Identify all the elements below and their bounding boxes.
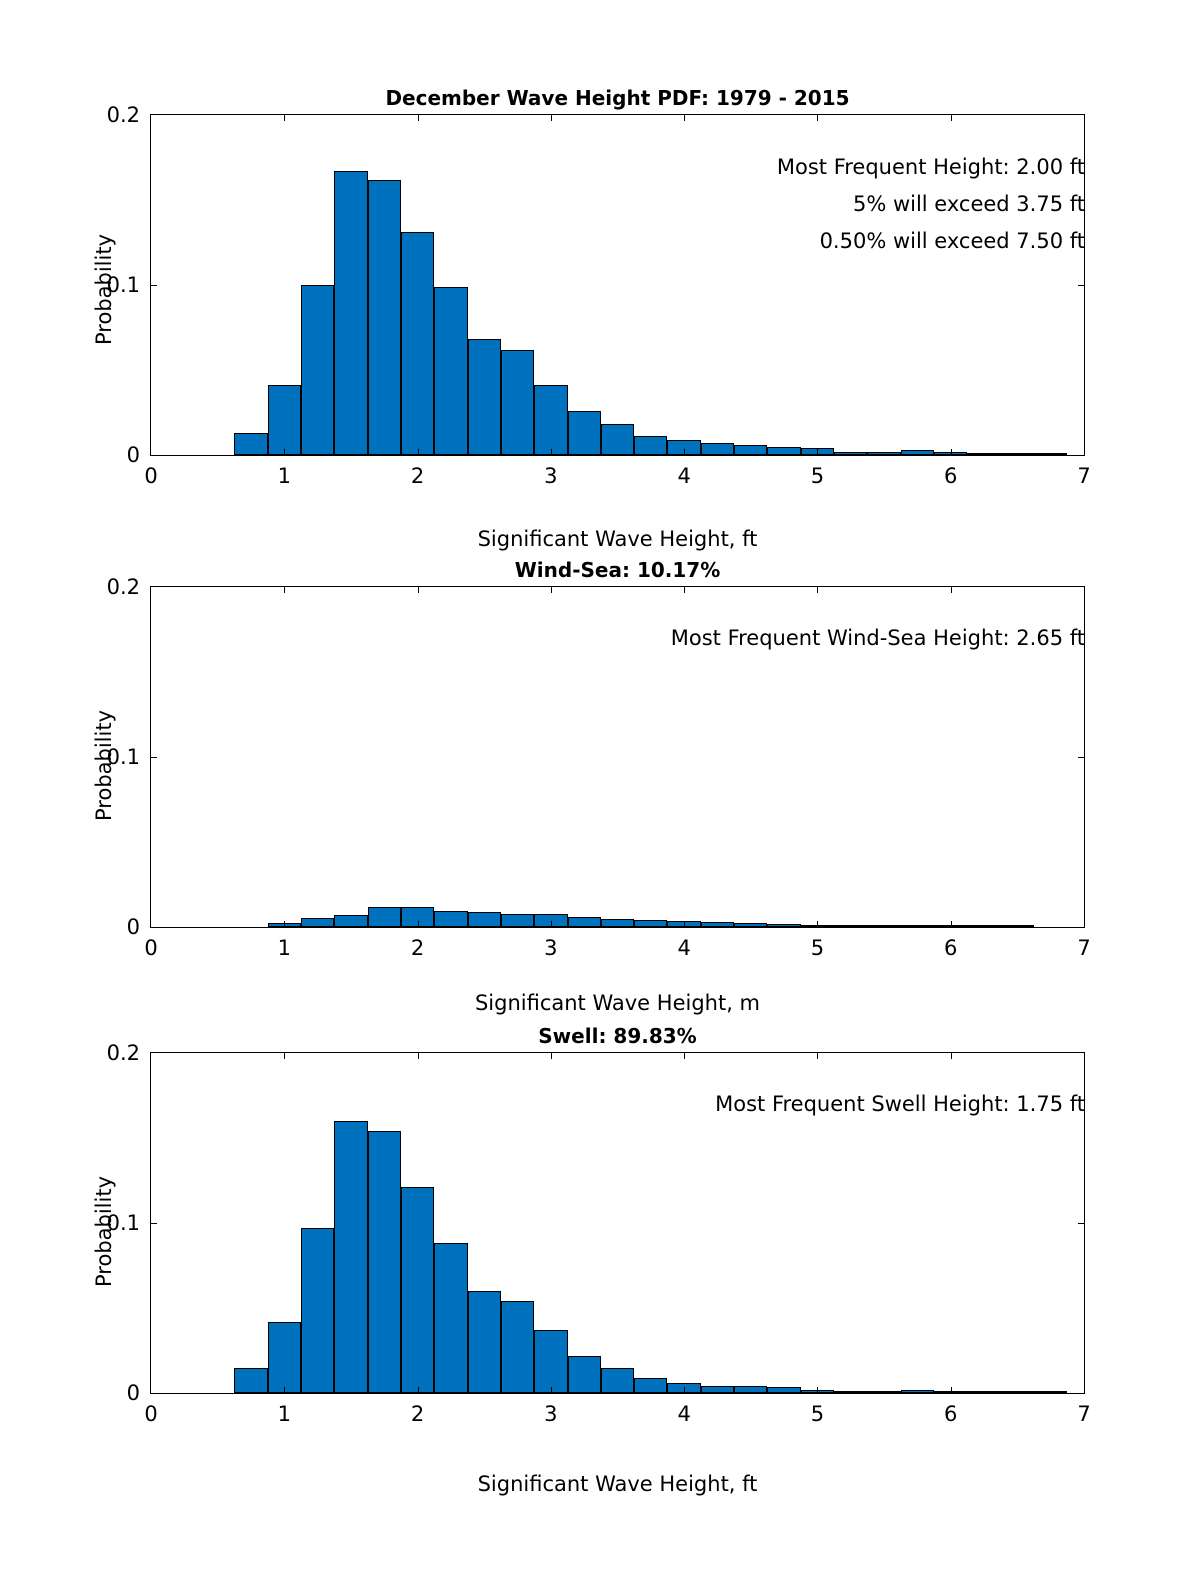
bar — [501, 1301, 534, 1393]
bar — [301, 918, 334, 927]
bar — [634, 1378, 667, 1393]
bar — [468, 339, 501, 455]
x-tick-mark — [284, 1052, 285, 1059]
x-tick-label: 1 — [277, 1402, 291, 1426]
annotation-total-0: Most Frequent Height: 2.00 ft — [776, 155, 1085, 179]
annotation-windsea-0: Most Frequent Wind-Sea Height: 2.65 ft — [670, 626, 1085, 650]
y-tick-mark — [150, 757, 157, 758]
x-tick-mark — [684, 449, 685, 456]
x-tick-label: 6 — [944, 936, 958, 960]
bar — [301, 285, 334, 455]
bar — [568, 917, 601, 927]
bar — [834, 452, 867, 455]
x-tick-label: 5 — [810, 1402, 825, 1426]
x-tick-mark — [418, 586, 419, 593]
x-axis-label-total: Significant Wave Height, ft — [477, 527, 758, 551]
x-tick-mark — [684, 114, 685, 121]
bar — [701, 1386, 734, 1393]
bar — [368, 1131, 401, 1393]
x-tick-label: 7 — [1077, 936, 1091, 960]
bar — [268, 1322, 301, 1393]
x-tick-label: 3 — [544, 936, 558, 960]
y-tick-label: 0.1 — [106, 273, 140, 297]
y-tick-mark — [1078, 285, 1085, 286]
x-tick-mark — [284, 114, 285, 121]
x-tick-label: 1 — [277, 936, 291, 960]
x-tick-label: 1 — [277, 464, 291, 488]
bar — [767, 447, 800, 456]
bar — [1034, 453, 1067, 455]
x-tick-label: 5 — [810, 464, 825, 488]
x-tick-mark — [284, 1387, 285, 1394]
x-tick-mark — [551, 921, 552, 928]
bar — [434, 1243, 467, 1393]
bar — [601, 424, 634, 455]
x-tick-label: 2 — [410, 464, 425, 488]
bar — [867, 925, 900, 927]
x-tick-mark — [951, 1052, 952, 1059]
x-tick-mark — [284, 449, 285, 456]
y-tick-label: 0 — [126, 915, 140, 939]
x-axis-label-swell: Significant Wave Height, ft — [477, 1472, 758, 1496]
x-tick-mark — [418, 1387, 419, 1394]
bar — [534, 385, 567, 455]
y-axis-label-swell: Probability — [92, 1175, 116, 1287]
bar — [334, 915, 367, 927]
bar — [867, 1391, 900, 1393]
bar — [1001, 453, 1034, 455]
y-tick-label: 0.2 — [106, 1041, 140, 1065]
bar — [234, 1368, 267, 1394]
bar — [434, 911, 467, 927]
bar — [634, 436, 667, 455]
x-tick-mark — [817, 114, 818, 121]
y-tick-label: 0.2 — [106, 575, 140, 599]
bar — [1001, 925, 1034, 927]
x-tick-label: 7 — [1077, 1402, 1091, 1426]
bar — [701, 922, 734, 927]
x-tick-mark — [817, 449, 818, 456]
x-tick-mark — [551, 1052, 552, 1059]
bar — [967, 925, 1000, 927]
bar — [434, 287, 467, 455]
bar — [1001, 1391, 1034, 1393]
y-tick-label: 0.1 — [106, 1211, 140, 1235]
annotation-swell-0: Most Frequent Swell Height: 1.75 ft — [715, 1092, 1085, 1116]
bar — [368, 180, 401, 455]
bar — [601, 1368, 634, 1394]
x-tick-label: 0 — [144, 936, 158, 960]
x-tick-mark — [951, 586, 952, 593]
bar — [834, 1391, 867, 1393]
x-tick-label: 6 — [944, 1402, 958, 1426]
bar — [767, 924, 800, 927]
bar — [834, 925, 867, 927]
chart-title-swell: Swell: 89.83% — [538, 1024, 697, 1048]
bar — [401, 1187, 434, 1393]
bar — [967, 453, 1000, 455]
x-tick-mark — [817, 1387, 818, 1394]
bar — [468, 912, 501, 927]
x-tick-mark — [817, 1052, 818, 1059]
bar — [734, 445, 767, 455]
x-tick-label: 2 — [410, 1402, 425, 1426]
x-tick-mark — [951, 449, 952, 456]
x-tick-mark — [684, 1052, 685, 1059]
bar — [534, 1330, 567, 1393]
x-tick-mark — [551, 1387, 552, 1394]
panel-swell — [0, 1022, 1200, 1522]
x-tick-mark — [418, 1052, 419, 1059]
bar — [334, 1121, 367, 1393]
x-tick-mark — [951, 114, 952, 121]
bar — [734, 923, 767, 927]
bar — [468, 1291, 501, 1393]
bar — [568, 411, 601, 455]
chart-title-total: December Wave Height PDF: 1979 - 2015 — [385, 86, 850, 110]
bar — [734, 1386, 767, 1393]
y-tick-mark — [150, 1223, 157, 1224]
x-tick-label: 0 — [144, 464, 158, 488]
x-tick-mark — [551, 449, 552, 456]
bar — [368, 907, 401, 927]
x-tick-label: 4 — [677, 936, 691, 960]
x-axis-label-windsea: Significant Wave Height, m — [474, 991, 761, 1015]
x-tick-mark — [284, 921, 285, 928]
y-axis-label-total: Probability — [92, 233, 116, 345]
x-tick-mark — [418, 114, 419, 121]
panel-windsea — [0, 556, 1200, 1016]
x-tick-label: 4 — [677, 1402, 691, 1426]
y-tick-label: 0.2 — [106, 103, 140, 127]
y-tick-mark — [1078, 1223, 1085, 1224]
bar — [867, 452, 900, 455]
x-tick-label: 3 — [544, 464, 558, 488]
x-tick-mark — [551, 114, 552, 121]
bar — [601, 919, 634, 927]
x-tick-mark — [951, 1387, 952, 1394]
x-tick-mark — [551, 586, 552, 593]
x-tick-mark — [684, 586, 685, 593]
bar — [701, 443, 734, 455]
bar — [967, 1391, 1000, 1393]
bar — [1034, 1391, 1067, 1393]
y-tick-label: 0.1 — [106, 745, 140, 769]
bar — [401, 232, 434, 455]
x-tick-mark — [418, 921, 419, 928]
y-tick-label: 0 — [126, 1381, 140, 1405]
y-axis-label-windsea: Probability — [92, 709, 116, 821]
x-tick-label: 2 — [410, 936, 425, 960]
x-tick-label: 7 — [1077, 464, 1091, 488]
x-tick-mark — [951, 921, 952, 928]
panel-total — [0, 0, 1200, 551]
bar — [501, 914, 534, 927]
bar — [901, 925, 934, 927]
x-tick-label: 4 — [677, 464, 691, 488]
bar — [634, 920, 667, 927]
x-tick-mark — [418, 449, 419, 456]
annotation-total-2: 0.50% will exceed 7.50 ft — [819, 229, 1085, 253]
x-tick-mark — [817, 586, 818, 593]
bar — [901, 450, 934, 455]
chart-title-windsea: Wind-Sea: 10.17% — [514, 558, 721, 582]
annotation-total-1: 5% will exceed 3.75 ft — [852, 192, 1085, 216]
bar — [767, 1387, 800, 1393]
bar — [268, 385, 301, 455]
y-tick-mark — [1078, 757, 1085, 758]
x-tick-label: 0 — [144, 1402, 158, 1426]
bar — [901, 1390, 934, 1393]
bar — [501, 350, 534, 455]
bar — [234, 433, 267, 455]
bar — [334, 171, 367, 455]
bar — [568, 1356, 601, 1393]
x-tick-mark — [684, 921, 685, 928]
x-tick-mark — [817, 921, 818, 928]
bar — [301, 1228, 334, 1393]
x-tick-label: 5 — [810, 936, 825, 960]
x-tick-mark — [684, 1387, 685, 1394]
x-tick-label: 3 — [544, 1402, 558, 1426]
x-tick-mark — [284, 586, 285, 593]
y-tick-mark — [150, 285, 157, 286]
y-tick-label: 0 — [126, 443, 140, 467]
x-tick-label: 6 — [944, 464, 958, 488]
